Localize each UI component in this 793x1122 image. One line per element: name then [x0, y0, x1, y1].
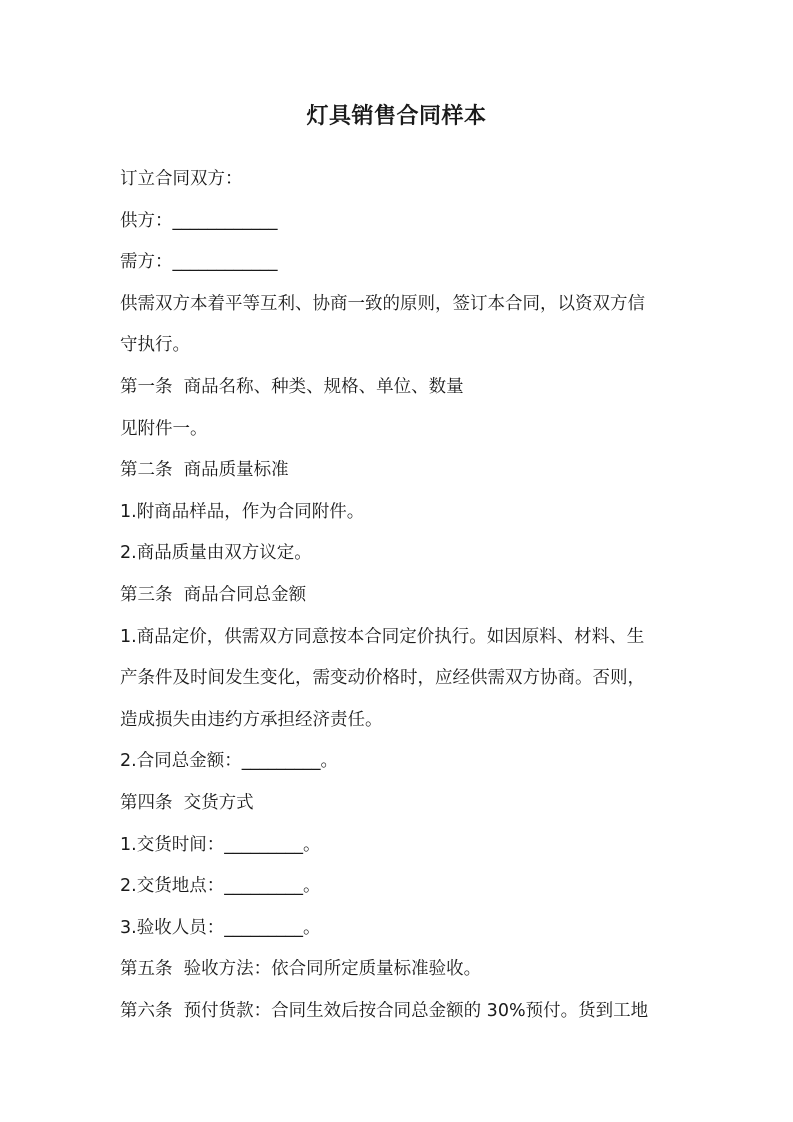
article-1-heading: 第一条 商品名称、种类、规格、单位、数量	[120, 376, 464, 397]
article-4-heading: 第四条 交货方式	[120, 792, 254, 813]
article-2-item-1: 1.附商品样品，作为合同附件。	[120, 501, 365, 522]
article-3-item-1-line2: 产条件及时间发生变化，需变动价格时，应经供需双方协商。否则，	[120, 668, 645, 689]
article-1-text: 见附件一。	[120, 418, 208, 439]
article-5-text: 第五条 验收方法：依合同所定质量标准验收。	[120, 959, 482, 980]
article-3-heading: 第三条 商品合同总金额	[120, 584, 307, 605]
article-2-heading: 第二条 商品质量标准	[120, 460, 289, 481]
document-title: 灯具销售合同样本	[306, 104, 487, 129]
paragraph-preamble-line2: 守执行。	[120, 335, 190, 356]
article-4-item-3: 3.验收人员：_________。	[120, 917, 321, 938]
article-3-item-2: 2.合同总金额：_________。	[120, 751, 338, 772]
article-2-item-2: 2.商品质量由双方议定。	[120, 543, 312, 564]
document-body	[120, 159, 680, 1032]
article-3-item-1-line3: 造成损失由违约方承担经济责任。	[120, 709, 383, 730]
paragraph-buyer: 需方：____________	[120, 252, 278, 273]
article-6-text: 第六条 预付货款：合同生效后按合同总金额的 30%预付。货到工地	[120, 1000, 649, 1021]
article-4-item-2: 2.交货地点：_________。	[120, 876, 321, 897]
paragraph-preamble-line1: 供需双方本着平等互利、协商一致的原则，签订本合同，以资双方信	[120, 293, 645, 314]
article-4-item-1: 1.交货时间：_________。	[120, 834, 321, 855]
article-3-item-1-line1: 1.商品定价，供需双方同意按本合同定价执行。如因原料、材料、生	[120, 626, 645, 647]
paragraph-parties-heading: 订立合同双方：	[120, 169, 243, 189]
paragraph-supplier: 供方：____________	[120, 210, 278, 231]
